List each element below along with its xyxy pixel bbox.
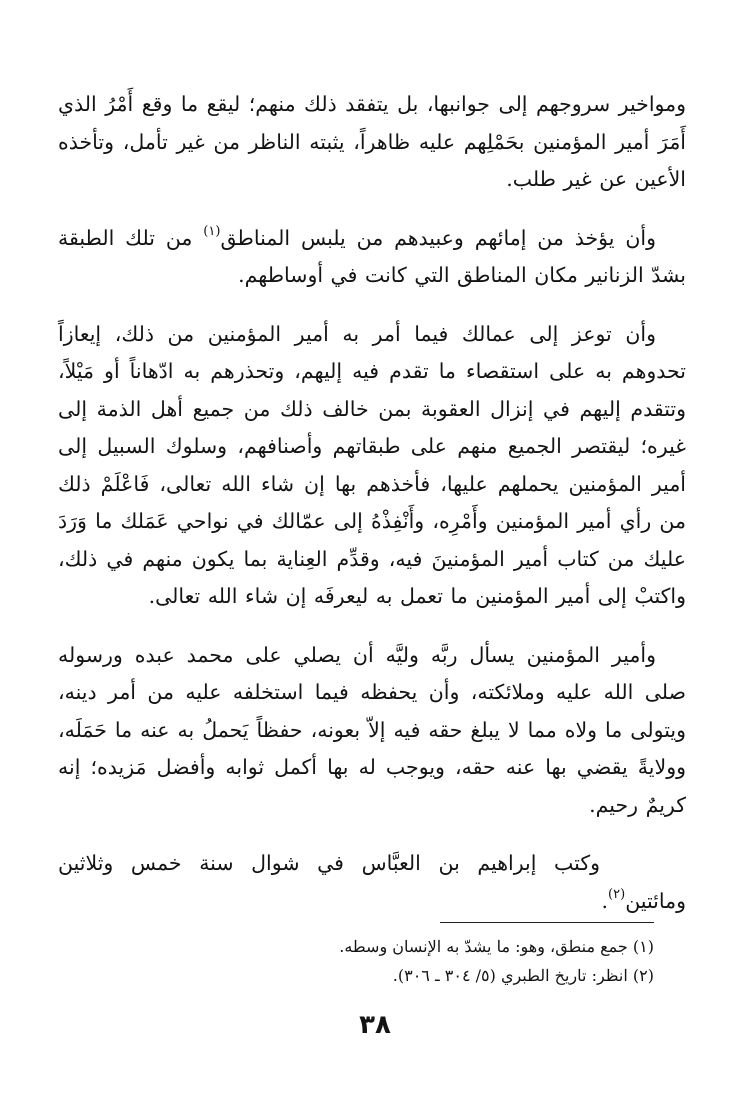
main-text	[58, 86, 686, 920]
footnote-text: انظر: تاريخ الطبري (٥/ ٣٠٤ ـ ٣٠٦).	[392, 966, 628, 985]
footnote-2	[94, 961, 654, 990]
paragraph-continuation	[58, 86, 686, 199]
footnote-marker-2: (٢)	[608, 886, 626, 902]
paragraph-supplication	[58, 637, 686, 825]
paragraph-text: وأن توعز إلى عمالك فيما أمر به أمير المؤمنين من ذلك، إيعازاً تحدوهم به على استقصاء ما تقدم فيه إليهم، وتحذرهم به ادّهاناً أو مَيْلاً، وتتقدم إليهم في إنزال العقوبة بمن خالف ذلك من جميع أهل الذمة إلى غيره؛ ليقتصر الجميع منهم على طبقاتهم وأصنافهم، وسلوك السبيل إلى أمير المؤمنين يحملهم عليها، فأخذهم بها إن شاء الله تعالى، فَاعْلَمْ ذلك من رأي أمير المؤمنين وأَمْرِه، وأَنْفِذْهُ إلى عمّالك في نواحي عَمَلك ما وَرَدَ عليك من كتاب أمير المؤمنينَ فيه، وقدِّم العِناية بما يكون منهم في ذلك، واكتبْ إلى أمير المؤمنين ما تعمل به ليعرفَه إن شاء الله تعالى.	[58, 321, 686, 608]
footnote-marker: (٢)	[632, 966, 654, 985]
footnote-text: جمع منطق، وهو: ما يشدّ به الإنسان وسطه.	[339, 937, 628, 956]
paragraph-text: ومواخير سروجهم إلى جوانبها، بل يتفقد ذلك منهم؛ ليقع ما وقع أَمْرُ الذي أَمَرَ أمير المؤمنين بحَمْلِهم عليه ظاهراً، يثبته الناظر من غير تأمل، وتأخذه الأعين عن غير طلب.	[58, 92, 686, 191]
paragraph-belts	[58, 220, 686, 295]
footnote-divider	[440, 922, 654, 923]
page-number: ٣٨	[359, 1010, 391, 1040]
paragraph-text: وكتب إبراهيم بن العبَّاس في شوال سنة خمس وثلاثين ومائتين	[58, 851, 686, 913]
paragraph-closing	[58, 845, 686, 920]
paragraph-text-after: من تلك الطبقة بشدّ الزنانير مكان المناطق التي كانت في أوساطهم.	[58, 225, 686, 287]
footnote-marker: (١)	[632, 937, 654, 956]
paragraph-text-after: .	[601, 888, 609, 913]
paragraph-text: وأمير المؤمنين يسأل ربَّه وليَّه أن يصلي على محمد عبده ورسوله صلى الله عليه وملائكته، وأن يحفظه فيما استخلفه عليه من أمر دينه، ويتولى ما ولاه مما لا يبلغ حقه فيه إلاّ بعونه، حفظاً يَحملُ به عنه ما حَمَلَه، وولايةً يقضي بها عنه حقه، ويوجب له بها أكمل ثوابه وأفضل مَزيده؛ إنه كريمٌ رحيم.	[58, 642, 686, 817]
footnote-1	[94, 932, 654, 961]
footnotes	[94, 932, 654, 990]
paragraph-text: وأن يؤخذ من إمائهم وعبيدهم من يلبس المناطق	[220, 225, 656, 250]
paragraph-instructions	[58, 316, 686, 616]
footnote-marker-1: (١)	[203, 223, 221, 239]
